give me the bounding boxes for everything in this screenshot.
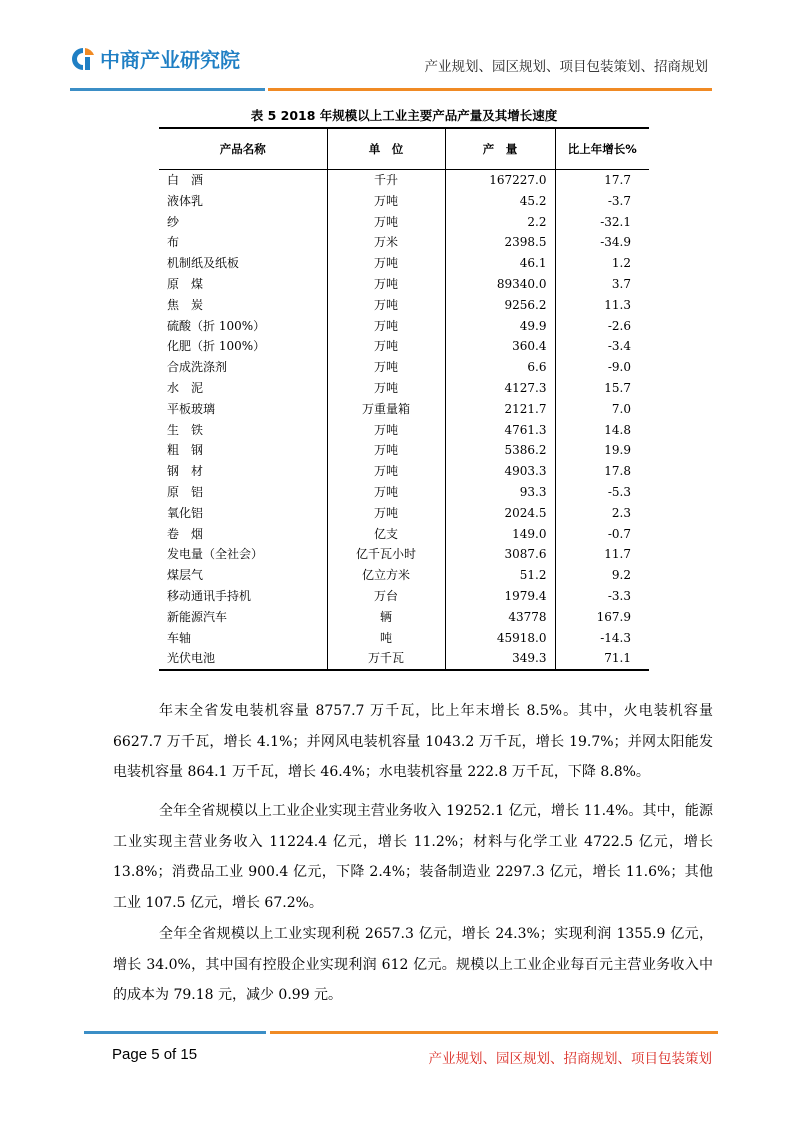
output-cell: 51.2	[445, 565, 555, 586]
table-row	[159, 503, 649, 524]
growth-cell: 2.3	[555, 503, 649, 524]
header-divider-blue	[70, 88, 265, 91]
table-row	[159, 440, 649, 461]
unit-cell: 万吨	[327, 316, 445, 337]
table-row	[159, 191, 649, 212]
output-cell: 149.0	[445, 524, 555, 545]
unit-cell: 万吨	[327, 503, 445, 524]
product-output-table	[159, 127, 649, 671]
growth-cell: 19.9	[555, 440, 649, 461]
footer-tagline: 产业规划、园区规划、招商规划、项目包装策划	[428, 1051, 712, 1067]
output-cell: 45.2	[445, 191, 555, 212]
paragraph-power-capacity: 年末全省发电装机容量 8757.7 万千瓦，比上年末增长 8.5%。其中，火电装机容量 6627.7 万千瓦，增长 4.1%；并网风电装机容量 1043.2 万千瓦，增长 19.7%；并网太阳能发电装机容量 864.1 万千瓦，增长 46.4%；水电装机容量 222.8 万千瓦，下降 8.8%。	[113, 703, 713, 780]
product-name-cell: 新能源汽车	[167, 609, 228, 624]
unit-cell: 亿立方米	[327, 565, 445, 586]
table-row	[159, 586, 649, 607]
product-name-cell: 合成洗涤剂	[167, 360, 228, 375]
output-cell: 349.3	[445, 648, 555, 670]
product-name-cell: 液体乳	[167, 193, 204, 208]
growth-cell: -3.3	[555, 586, 649, 607]
table-row	[159, 253, 649, 274]
output-cell: 3087.6	[445, 544, 555, 565]
output-cell: 2121.7	[445, 399, 555, 420]
output-cell: 9256.2	[445, 295, 555, 316]
header-tagline: 产业规划、园区规划、项目包装策划、招商规划	[424, 59, 708, 75]
unit-cell: 万吨	[327, 378, 445, 399]
growth-cell: 9.2	[555, 565, 649, 586]
output-cell: 89340.0	[445, 274, 555, 295]
column-header-growth: 比上年增长%	[555, 128, 649, 170]
unit-cell: 万吨	[327, 482, 445, 503]
product-name-cell: 氧化铝	[167, 505, 204, 520]
growth-cell: 167.9	[555, 607, 649, 628]
table-row	[159, 316, 649, 337]
product-name-cell: 生 铁	[167, 422, 204, 437]
footer-divider-orange	[270, 1031, 718, 1034]
unit-cell: 万吨	[327, 191, 445, 212]
page-number: Page 5 of 15	[112, 1046, 198, 1063]
growth-cell: -3.7	[555, 191, 649, 212]
table-row	[159, 274, 649, 295]
product-name-cell: 移动通讯手持机	[167, 588, 252, 603]
growth-cell: 11.7	[555, 544, 649, 565]
unit-cell: 万吨	[327, 357, 445, 378]
unit-cell: 万吨	[327, 212, 445, 233]
header-divider-orange	[268, 88, 712, 91]
table-row	[159, 357, 649, 378]
product-name-cell: 钢 材	[167, 464, 204, 479]
product-name-cell: 发电量（全社会）	[167, 547, 264, 562]
growth-cell: -0.7	[555, 524, 649, 545]
growth-cell: -5.3	[555, 482, 649, 503]
growth-cell: 71.1	[555, 648, 649, 670]
growth-cell: -34.9	[555, 232, 649, 253]
output-cell: 5386.2	[445, 440, 555, 461]
product-name-cell: 白 酒	[167, 173, 204, 187]
output-cell: 6.6	[445, 357, 555, 378]
product-name-cell: 纱	[167, 214, 180, 229]
output-cell: 93.3	[445, 482, 555, 503]
product-name-cell: 硫酸（折 100%）	[167, 318, 266, 333]
table-row	[159, 524, 649, 545]
product-name-cell: 布	[167, 235, 180, 250]
unit-cell: 吨	[327, 628, 445, 649]
output-cell: 360.4	[445, 336, 555, 357]
growth-cell: 14.8	[555, 420, 649, 441]
growth-cell: -14.3	[555, 628, 649, 649]
product-name-cell: 化肥（折 100%）	[167, 339, 266, 354]
growth-cell: 17.7	[555, 170, 649, 191]
output-cell: 2.2	[445, 212, 555, 233]
table-row	[159, 232, 649, 253]
page-header	[0, 0, 800, 100]
unit-cell: 万吨	[327, 461, 445, 482]
logo-text: 中商产业研究院	[100, 48, 240, 72]
product-name-cell: 卷 烟	[167, 526, 204, 541]
unit-cell: 万吨	[327, 420, 445, 441]
table-row	[159, 378, 649, 399]
unit-cell: 万吨	[327, 336, 445, 357]
table-row	[159, 544, 649, 565]
growth-cell: -9.0	[555, 357, 649, 378]
product-name-cell: 原 铝	[167, 484, 204, 499]
output-cell: 49.9	[445, 316, 555, 337]
company-logo	[70, 44, 240, 73]
unit-cell: 亿千瓦小时	[327, 544, 445, 565]
table-row	[159, 461, 649, 482]
growth-cell: -3.4	[555, 336, 649, 357]
table-row	[159, 628, 649, 649]
output-cell: 4761.3	[445, 420, 555, 441]
unit-cell: 万吨	[327, 440, 445, 461]
unit-cell: 万吨	[327, 253, 445, 274]
table-row	[159, 420, 649, 441]
column-header-unit: 单 位	[327, 128, 445, 170]
paragraph-industrial-revenue: 全年全省规模以上工业企业实现主营业务收入 19252.1 亿元，增长 11.4%。其中，能源工业实现主营业务收入 11224.4 亿元，增长 11.2%；材料与化学工业 4722.5 亿元，增长 13.8%；消费品工业 900.4 亿元，下降 2.4%；装备制造业 2297.3 亿元，增长 11.6%；其他工业 107.5 亿元，增长 67.2%。	[113, 803, 713, 911]
logo-mark-icon	[70, 46, 96, 72]
table-row	[159, 212, 649, 233]
unit-cell: 辆	[327, 607, 445, 628]
growth-cell: 1.2	[555, 253, 649, 274]
table-row	[159, 336, 649, 357]
column-header-product: 产品名称	[159, 128, 327, 170]
growth-cell: -2.6	[555, 316, 649, 337]
unit-cell: 万台	[327, 586, 445, 607]
growth-cell: 3.7	[555, 274, 649, 295]
table-row	[159, 399, 649, 420]
unit-cell: 千升	[327, 170, 445, 191]
output-cell: 1979.4	[445, 586, 555, 607]
table-row	[159, 170, 649, 191]
output-cell: 4903.3	[445, 461, 555, 482]
product-name-cell: 光伏电池	[159, 648, 327, 670]
paragraph-industrial-profit: 全年全省规模以上工业实现利税 2657.3 亿元，增长 24.3%；实现利润 1355.9 亿元，增长 34.0%，其中国有控股企业实现利润 612 亿元。规模以上工业企业每百元主营业务收入中的成本为 79.18 元，减少 0.99 元。	[113, 926, 713, 1003]
table-row	[159, 482, 649, 503]
product-name-cell: 车轴	[167, 630, 192, 645]
growth-cell: 11.3	[555, 295, 649, 316]
output-cell: 2398.5	[445, 232, 555, 253]
output-cell: 167227.0	[445, 170, 555, 191]
product-name-cell: 机制纸及纸板	[167, 256, 240, 271]
unit-cell: 亿支	[327, 524, 445, 545]
unit-cell: 万吨	[327, 295, 445, 316]
product-name-cell: 焦 炭	[167, 297, 204, 312]
table-row	[159, 565, 649, 586]
product-name-cell: 粗 钢	[167, 443, 204, 458]
product-name-cell: 水 泥	[167, 380, 204, 395]
product-name-cell: 煤层气	[167, 568, 204, 583]
product-name-cell: 原 煤	[167, 276, 204, 291]
unit-cell: 万米	[327, 232, 445, 253]
growth-cell: 7.0	[555, 399, 649, 420]
table-row	[159, 607, 649, 628]
output-cell: 43778	[445, 607, 555, 628]
output-cell: 4127.3	[445, 378, 555, 399]
unit-cell: 万千瓦	[327, 648, 445, 670]
column-header-output: 产 量	[445, 128, 555, 170]
product-name-cell: 平板玻璃	[167, 401, 216, 416]
unit-cell: 万重量箱	[327, 399, 445, 420]
growth-cell: 17.8	[555, 461, 649, 482]
output-cell: 2024.5	[445, 503, 555, 524]
table-header-row	[159, 128, 649, 170]
table-title: 表 5 2018 年规模以上工业主要产品产量及其增长速度	[250, 108, 558, 123]
footer-divider-blue	[84, 1031, 266, 1034]
output-cell: 46.1	[445, 253, 555, 274]
unit-cell: 万吨	[327, 274, 445, 295]
output-cell: 45918.0	[445, 628, 555, 649]
table-row	[159, 295, 649, 316]
table-row	[159, 648, 649, 670]
growth-cell: -32.1	[555, 212, 649, 233]
growth-cell: 15.7	[555, 378, 649, 399]
